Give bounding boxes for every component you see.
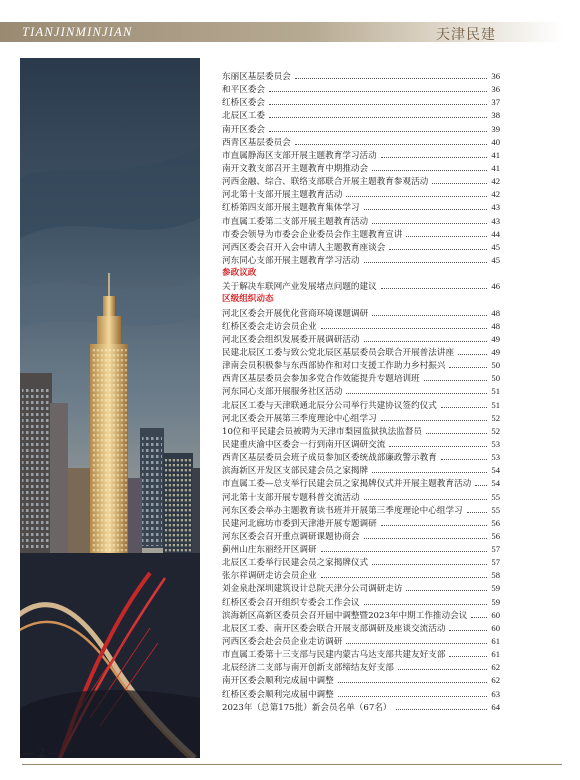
toc-entry-page: 62	[491, 662, 500, 673]
toc-entry-page: 61	[491, 636, 500, 647]
toc-entry-page: 41	[491, 162, 500, 173]
toc-dot-leader	[372, 222, 487, 224]
toc-entry	[222, 477, 500, 490]
toc-entry-title: 河北第十支部开展专题科普交流活动	[222, 492, 360, 503]
toc-dot-leader	[406, 589, 487, 591]
toc-dot-leader	[346, 195, 487, 197]
toc-dot-leader	[321, 327, 488, 329]
toc-dot-leader	[398, 668, 488, 670]
toc-entry-page: 58	[491, 570, 500, 581]
toc-entry	[222, 320, 500, 333]
toc-entry-page: 44	[491, 228, 500, 239]
toc-entry-page: 45	[491, 254, 500, 265]
toc-entry	[222, 517, 500, 530]
toc-entry-page: 38	[491, 110, 500, 121]
toc-entry-page: 59	[491, 583, 500, 594]
toc-dot-leader	[372, 314, 487, 316]
toc-entry-page: 51	[491, 399, 500, 410]
toc-entry-page: 56	[491, 530, 500, 541]
toc-entry-page: 49	[491, 333, 500, 344]
toc-entry-page: 49	[491, 346, 500, 357]
toc-entry-title: 北辰区工委与天津联通北辰分公司举行共建协议签约仪式	[222, 400, 437, 411]
toc-entry-title: 西青区基层委员会班子成员参加区委统战部廉政警示教育	[222, 453, 437, 464]
toc-entry-title: 西青区基层委员会参加多党合作效能提升专题培训班	[222, 374, 420, 385]
toc-entry-title: 市直属工委第二支部开展主题教育活动	[222, 216, 369, 227]
table-of-contents	[222, 70, 500, 714]
toc-entry-page: 57	[491, 544, 500, 555]
toc-entry	[222, 149, 500, 162]
toc-dot-leader	[295, 143, 488, 145]
toc-entry-page: 55	[491, 491, 500, 502]
toc-entry	[222, 674, 500, 687]
toc-entry	[222, 346, 500, 359]
toc-entry	[222, 491, 500, 504]
toc-entry-page: 52	[491, 412, 500, 423]
toc-dot-leader	[449, 366, 487, 368]
toc-entry-page: 57	[491, 557, 500, 568]
toc-entry-title: 南开文教支部召开主题教育中期推动会	[222, 163, 369, 174]
toc-entry-page: 52	[491, 425, 500, 436]
toc-entry	[222, 372, 500, 385]
toc-entry-title: 10位和平民建会员被聘为天津市梨园监狱执法监督员	[222, 426, 422, 437]
toc-entry-title: 市委会领导为市委会企业委员会作主题教育宣讲	[222, 229, 403, 240]
toc-entry-title: 民建重庆渝中区委会一行到南开区调研交流	[222, 439, 386, 450]
toc-entry-title: 刘金泉赴深圳建筑设计总院天津分公司调研走访	[222, 584, 403, 595]
toc-entry	[222, 635, 500, 648]
toc-entry	[222, 530, 500, 543]
toc-entry	[222, 438, 500, 451]
toc-entry-page: 36	[491, 71, 500, 81]
toc-entry	[222, 504, 500, 517]
toc-entry-title: 河东区委会举办主题教育读书班并开展第三季度理论中心组学习	[222, 505, 463, 516]
toc-dot-leader	[269, 116, 487, 118]
toc-entry-page: 48	[491, 320, 500, 331]
toc-dot-leader	[364, 603, 488, 605]
toc-entry-page: 64	[491, 701, 500, 712]
toc-entry-page: 56	[491, 517, 500, 528]
toc-entry-page: 54	[491, 465, 500, 476]
toc-dot-leader	[471, 616, 487, 618]
toc-entry-title: 民建北辰区工委与致公党北辰区基层委员会联合开展普法讲座	[222, 347, 455, 358]
toc-entry-title: 河北区委会组织发展委开展调研活动	[222, 334, 360, 345]
toc-dot-leader	[364, 498, 488, 500]
header-chinese-title: 天津民建	[436, 27, 496, 43]
toc-dot-leader	[381, 156, 488, 158]
toc-section-heading: 参政议政	[222, 268, 257, 279]
toc-entry-page: 37	[491, 97, 500, 108]
toc-entry	[222, 596, 500, 609]
toc-section-heading: 区级组织动态	[222, 294, 274, 305]
toc-entry-title: 东丽区基层委员会	[222, 72, 291, 82]
toc-entry-title: 北辰区工委举行民建会员之家揭牌仪式	[222, 558, 369, 569]
toc-entry-page: 62	[491, 675, 500, 686]
toc-entry-title: 滨海新区开发区支部民建会员之家揭牌	[222, 466, 369, 477]
toc-entry	[222, 582, 500, 595]
toc-dot-leader	[389, 445, 487, 447]
page-number: — 2 —	[22, 746, 62, 760]
toc-entry-title: 民建河北廊坊市委到天津港开展专题调研	[222, 518, 377, 529]
toc-entry	[222, 609, 500, 622]
toc-dot-leader	[364, 261, 488, 263]
toc-entry-page: 50	[491, 373, 500, 384]
toc-entry-page: 51	[491, 386, 500, 397]
toc-entry-title: 南开区委会	[222, 124, 265, 135]
toc-entry-title: 北辰区工委	[222, 111, 265, 122]
toc-dot-leader	[389, 248, 487, 250]
toc-entry	[222, 464, 500, 477]
toc-entry	[222, 96, 500, 109]
toc-dot-leader	[364, 340, 488, 342]
toc-dot-leader	[381, 287, 488, 289]
toc-dot-leader	[396, 708, 488, 710]
toc-entry	[222, 280, 500, 293]
toc-dot-leader	[475, 484, 487, 486]
toc-entry	[222, 385, 500, 398]
toc-dot-leader	[432, 182, 487, 184]
toc-entry-title: 红桥第四支部开展主题教育集体学习	[222, 203, 360, 214]
toc-entry-page: 48	[491, 307, 500, 318]
toc-dot-leader	[406, 235, 487, 237]
toc-entry-title: 和平区委会	[222, 85, 265, 96]
toc-entry-title: 市直属工委—总支举行民建会员之家揭牌仪式并开展主题教育活动	[222, 479, 472, 490]
toc-dot-leader	[269, 130, 487, 132]
toc-dot-leader	[467, 511, 488, 513]
toc-dot-leader	[424, 379, 488, 381]
toc-dot-leader	[381, 524, 488, 526]
toc-entry-page: 60	[491, 609, 500, 620]
toc-entry-title: 北辰经济二支部与南开创新支部缔结友好支部	[222, 663, 394, 674]
toc-entry	[222, 622, 500, 635]
toc-entry	[222, 556, 500, 569]
toc-dot-leader	[372, 169, 487, 171]
toc-entry	[222, 123, 500, 136]
toc-entry-title: 河西金融、综合、联络支部联合开展主题教育参观活动	[222, 177, 429, 188]
toc-entry-page: 41	[491, 149, 500, 160]
toc-entry-title: 河北区委会开展第三季度理论中心组学习	[222, 413, 377, 424]
toc-dot-leader	[458, 353, 487, 355]
toc-entry-title: 张尔祥调研走访会员企业	[222, 571, 317, 582]
toc-entry-title: 西青区基层委员会	[222, 137, 291, 148]
toc-entry-title: 红桥区委会召开组织专委会工作会议	[222, 597, 360, 608]
toc-entry	[222, 136, 500, 149]
toc-dot-leader	[426, 432, 487, 434]
toc-dot-leader	[269, 90, 487, 92]
toc-entry-title: 河北区委会开展优化营商环境课题调研	[222, 308, 369, 319]
toc-entry-title: 蓟州山庄东丽经开区调研	[222, 545, 317, 556]
toc-entry-title: 市直属工委第十三支部与民建内蒙古乌达支部共建友好支部	[222, 650, 446, 661]
toc-entry	[222, 241, 500, 254]
city-skyline-photo	[20, 58, 200, 758]
toc-entry	[222, 70, 500, 83]
toc-entry-page: 43	[491, 215, 500, 226]
toc-entry-page: 61	[491, 649, 500, 660]
toc-entry-title: 2023年（总第175批）新会员名单（67名）	[222, 702, 392, 713]
toc-entry-page: 50	[491, 360, 500, 371]
toc-dot-leader	[441, 406, 488, 408]
toc-entry	[222, 201, 500, 214]
toc-entry-page: 43	[491, 202, 500, 213]
toc-dot-leader	[449, 629, 487, 631]
toc-entry-title: 市直属静海区支部开展主题教育学习活动	[222, 150, 377, 161]
toc-entry	[222, 175, 500, 188]
toc-entry-page: 39	[491, 123, 500, 134]
toc-entry	[222, 688, 500, 701]
toc-entry	[222, 109, 500, 122]
toc-entry-page: 59	[491, 596, 500, 607]
toc-entry-page: 54	[491, 478, 500, 489]
toc-dot-leader	[364, 537, 488, 539]
toc-entry-title: 河东同心支部开展主题教育学习活动	[222, 255, 360, 266]
toc-entry-page: 42	[491, 176, 500, 187]
toc-entry-title: 红桥区委会走访会员企业	[222, 321, 317, 332]
header-latin-title: TIANJINMINJIAN	[22, 25, 133, 39]
toc-entry	[222, 701, 500, 714]
toc-entry	[222, 333, 500, 346]
toc-entry-title: 津南会员积极参与东西部协作和对口支援工作助力乡村振兴	[222, 361, 446, 372]
toc-dot-leader	[338, 681, 488, 683]
toc-entry	[222, 188, 500, 201]
toc-entry-title: 红桥区委会	[222, 98, 265, 109]
toc-dot-leader	[338, 695, 488, 697]
toc-entry-title: 河北第十支部开展主题教育活动	[222, 190, 343, 201]
toc-dot-leader	[364, 208, 488, 210]
toc-dot-leader	[346, 392, 487, 394]
toc-entry	[222, 661, 500, 674]
toc-entry	[222, 569, 500, 582]
toc-entry-page: 55	[491, 504, 500, 515]
toc-entry	[222, 399, 500, 412]
toc-entry-page: 53	[491, 452, 500, 463]
toc-entry-page: 42	[491, 189, 500, 200]
toc-dot-leader	[449, 655, 487, 657]
toc-entry-page: 53	[491, 438, 500, 449]
toc-entry	[222, 359, 500, 372]
toc-entry-title: 关于解决车联网产业发展堵点问题的建议	[222, 282, 377, 293]
toc-dot-leader	[269, 103, 487, 105]
toc-entry-title: 河东同心支部开展服务社区活动	[222, 387, 343, 398]
toc-entry-title: 红桥区委会顺利完成届中调整	[222, 689, 334, 700]
toc-entry-page: 36	[491, 84, 500, 95]
bottom-rule	[22, 764, 562, 765]
toc-dot-leader	[295, 77, 488, 79]
toc-dot-leader	[441, 458, 488, 460]
toc-entry-page: 46	[491, 281, 500, 292]
toc-entry-title: 河西区委会召开入会申请人主题教育座谈会	[222, 242, 386, 253]
toc-entry	[222, 543, 500, 556]
toc-entry	[222, 425, 500, 438]
toc-entry	[222, 215, 500, 228]
toc-dot-leader	[372, 471, 487, 473]
toc-entry-page: 40	[491, 136, 500, 147]
toc-entry	[222, 83, 500, 96]
toc-dot-leader	[372, 563, 487, 565]
toc-entry	[222, 254, 500, 267]
toc-entry	[222, 648, 500, 661]
toc-entry-title: 南开区委会顺利完成届中调整	[222, 676, 334, 687]
toc-dot-leader	[381, 419, 488, 421]
toc-dot-leader	[346, 642, 487, 644]
toc-entry-title: 北辰区工委、南开区委会联合开展支部调研及座谈交流活动	[222, 623, 446, 634]
toc-entry	[222, 228, 500, 241]
toc-dot-leader	[321, 576, 488, 578]
toc-entry	[222, 162, 500, 175]
toc-dot-leader	[321, 550, 488, 552]
toc-entry	[222, 307, 500, 320]
toc-entry-title: 滨海新区高新区委员会召开届中调整暨2023年中期工作推动会议	[222, 610, 468, 621]
toc-entry-page: 45	[491, 241, 500, 252]
toc-entry-title: 河西区委会赴会员企业走访调研	[222, 637, 343, 648]
toc-entry	[222, 412, 500, 425]
toc-entry-page: 60	[491, 622, 500, 633]
toc-entry-page: 63	[491, 688, 500, 699]
toc-entry	[222, 451, 500, 464]
toc-entry-title: 河东区委会召开重点调研课题协商会	[222, 531, 360, 542]
